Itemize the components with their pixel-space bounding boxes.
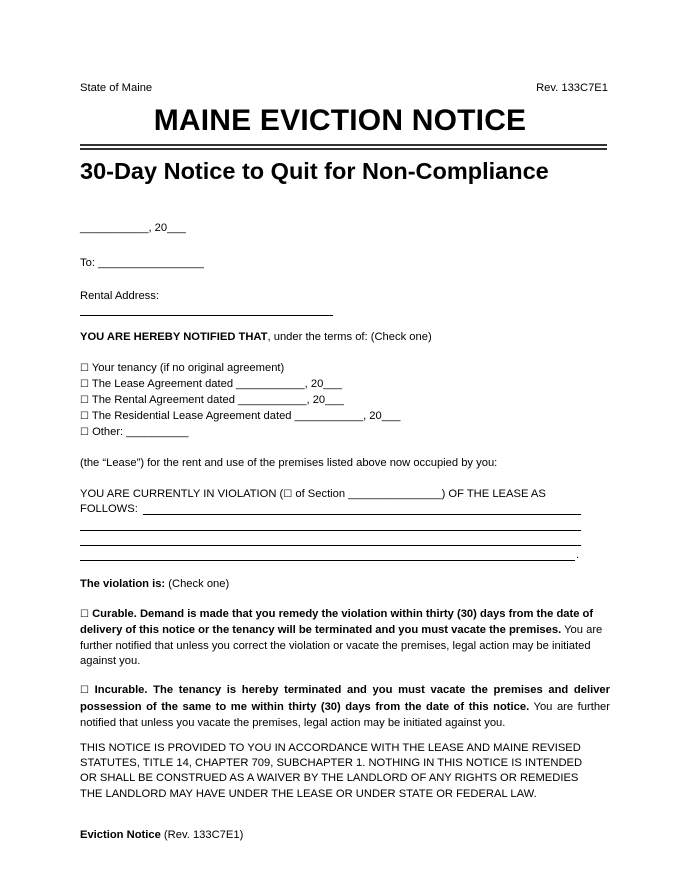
violation-intro-line2: [80, 502, 610, 517]
document-subtitle: 30-Day Notice to Quit for Non-Compliance: [80, 158, 549, 184]
agreement-option-residential-lease[interactable]: [80, 409, 610, 425]
violation-text: of Section: [292, 488, 349, 500]
incurable-option: [80, 682, 610, 731]
agreement-option-other[interactable]: [80, 425, 610, 441]
option-year-suffix: , 20___: [363, 409, 401, 422]
notified-rest: , under the terms of: (Check one): [267, 331, 432, 343]
rental-address-label: Rental Address:: [80, 290, 159, 302]
option-label: The Rental Agreement dated: [91, 393, 239, 406]
option-date-blank[interactable]: ___________: [294, 409, 364, 422]
violation-details-blank-1[interactable]: [143, 514, 581, 515]
curable-rest-text: You are further notified that unless you correct the violation or vacate the premises, legal action may be initiated against you.: [80, 623, 603, 668]
violation-is-rest: (Check one): [165, 578, 230, 590]
option-date-blank[interactable]: ___________: [236, 377, 305, 390]
checkbox-icon[interactable]: ☐: [80, 685, 89, 696]
notified-bold: YOU ARE HEREBY NOTIFIED THAT: [80, 331, 268, 343]
option-label: Other:: [92, 425, 127, 438]
legal-notice: THIS NOTICE IS PROVIDED TO YOU IN ACCORDANCE WITH THE LEASE AND MAINE REVISED STATUTES, TITLE 14, CHAPTER 709, SUBCHAPTER 1. NOTHING IN THIS NOTICE IS INTENDED OR SHALL BE CONSTRUED AS A WAIVER BY THE LANDLORD OF ANY RIGHTS OR REMEDIES THE LANDLORD MAY HAVE UNDER THE LEASE OR UNDER STATE OR FEDERAL LAW.: [80, 742, 583, 800]
title-divider-top: [80, 144, 607, 146]
title-divider-bottom: [80, 148, 607, 150]
checkbox-icon[interactable]: ☐: [80, 378, 89, 390]
date-blank[interactable]: ___________: [80, 222, 149, 234]
curable-option: [80, 607, 610, 670]
section-blank[interactable]: _______________: [348, 488, 442, 500]
option-date-blank[interactable]: ___________: [238, 393, 307, 406]
to-blank[interactable]: _________________: [98, 257, 204, 269]
incurable-rest-text: You are further notified that unless you vacate the premises, legal action may be initiated against you.: [80, 701, 610, 729]
agreement-option-lease[interactable]: [80, 377, 610, 393]
option-year-suffix: , 20___: [306, 393, 344, 406]
page-footer: [80, 828, 610, 843]
to-label: To:: [80, 257, 99, 269]
follows-label: FOLLOWS:: [80, 503, 138, 515]
checkbox-icon[interactable]: ☐: [80, 394, 89, 406]
agreement-options-list: [80, 361, 610, 441]
notified-line: [80, 330, 610, 345]
violation-is-line: [80, 577, 610, 592]
agreement-option-tenancy[interactable]: [80, 361, 610, 377]
date-year-prefix: , 20: [148, 222, 168, 234]
option-year-suffix: , 20___: [304, 377, 342, 390]
date-line: [80, 221, 610, 236]
date-year-blank[interactable]: ___: [167, 222, 186, 234]
checkbox-icon[interactable]: ☐: [80, 426, 89, 438]
footer-bold: Eviction Notice: [80, 829, 161, 841]
to-line: [80, 256, 610, 271]
violation-is-bold: The violation is:: [80, 578, 166, 590]
agreement-option-rental[interactable]: [80, 393, 610, 409]
option-other-blank[interactable]: __________: [126, 425, 189, 438]
checkbox-icon[interactable]: ☐: [80, 609, 89, 620]
revision-label: Rev. 133C7E1: [536, 82, 608, 94]
option-label: The Lease Agreement dated: [91, 377, 237, 390]
violation-details-blank-3[interactable]: [80, 545, 581, 546]
option-label: Your tenancy (if no original agreement): [91, 362, 285, 374]
incurable-bold-text: Incurable. The tenancy is hereby terminated and you must vacate the premises and deliver possession of the same to me within thirty (30) days from the date of this notice.: [80, 684, 610, 713]
option-label: The Residential Lease Agreement dated: [91, 409, 295, 422]
violation-end-period: .: [576, 549, 580, 561]
footer-rest: (Rev. 133C7E1): [160, 829, 244, 841]
violation-text: YOU ARE CURRENTLY IN VIOLATION (: [80, 488, 284, 500]
violation-details-blank-4[interactable]: [80, 560, 575, 561]
curable-bold-text: Curable. Demand is made that you remedy the violation within thirty (30) days from the date of delivery of this notice or the tenancy will be terminated and you must vacate the premises.: [80, 608, 594, 636]
checkbox-icon[interactable]: ☐: [80, 363, 89, 374]
document-title: MAINE EVICTION NOTICE: [153, 104, 527, 137]
state-label: State of Maine: [80, 82, 153, 94]
checkbox-icon[interactable]: ☐: [80, 410, 89, 422]
checkbox-icon[interactable]: ☐: [283, 489, 293, 500]
violation-intro-line1: [80, 487, 610, 502]
lease-definition: (the “Lease”) for the rent and use of the premises listed above now occupied by you:: [80, 457, 498, 469]
violation-details-blank-2[interactable]: [80, 530, 581, 531]
rental-address-blank[interactable]: [80, 315, 333, 316]
violation-text: ) OF THE LEASE AS: [441, 488, 546, 500]
